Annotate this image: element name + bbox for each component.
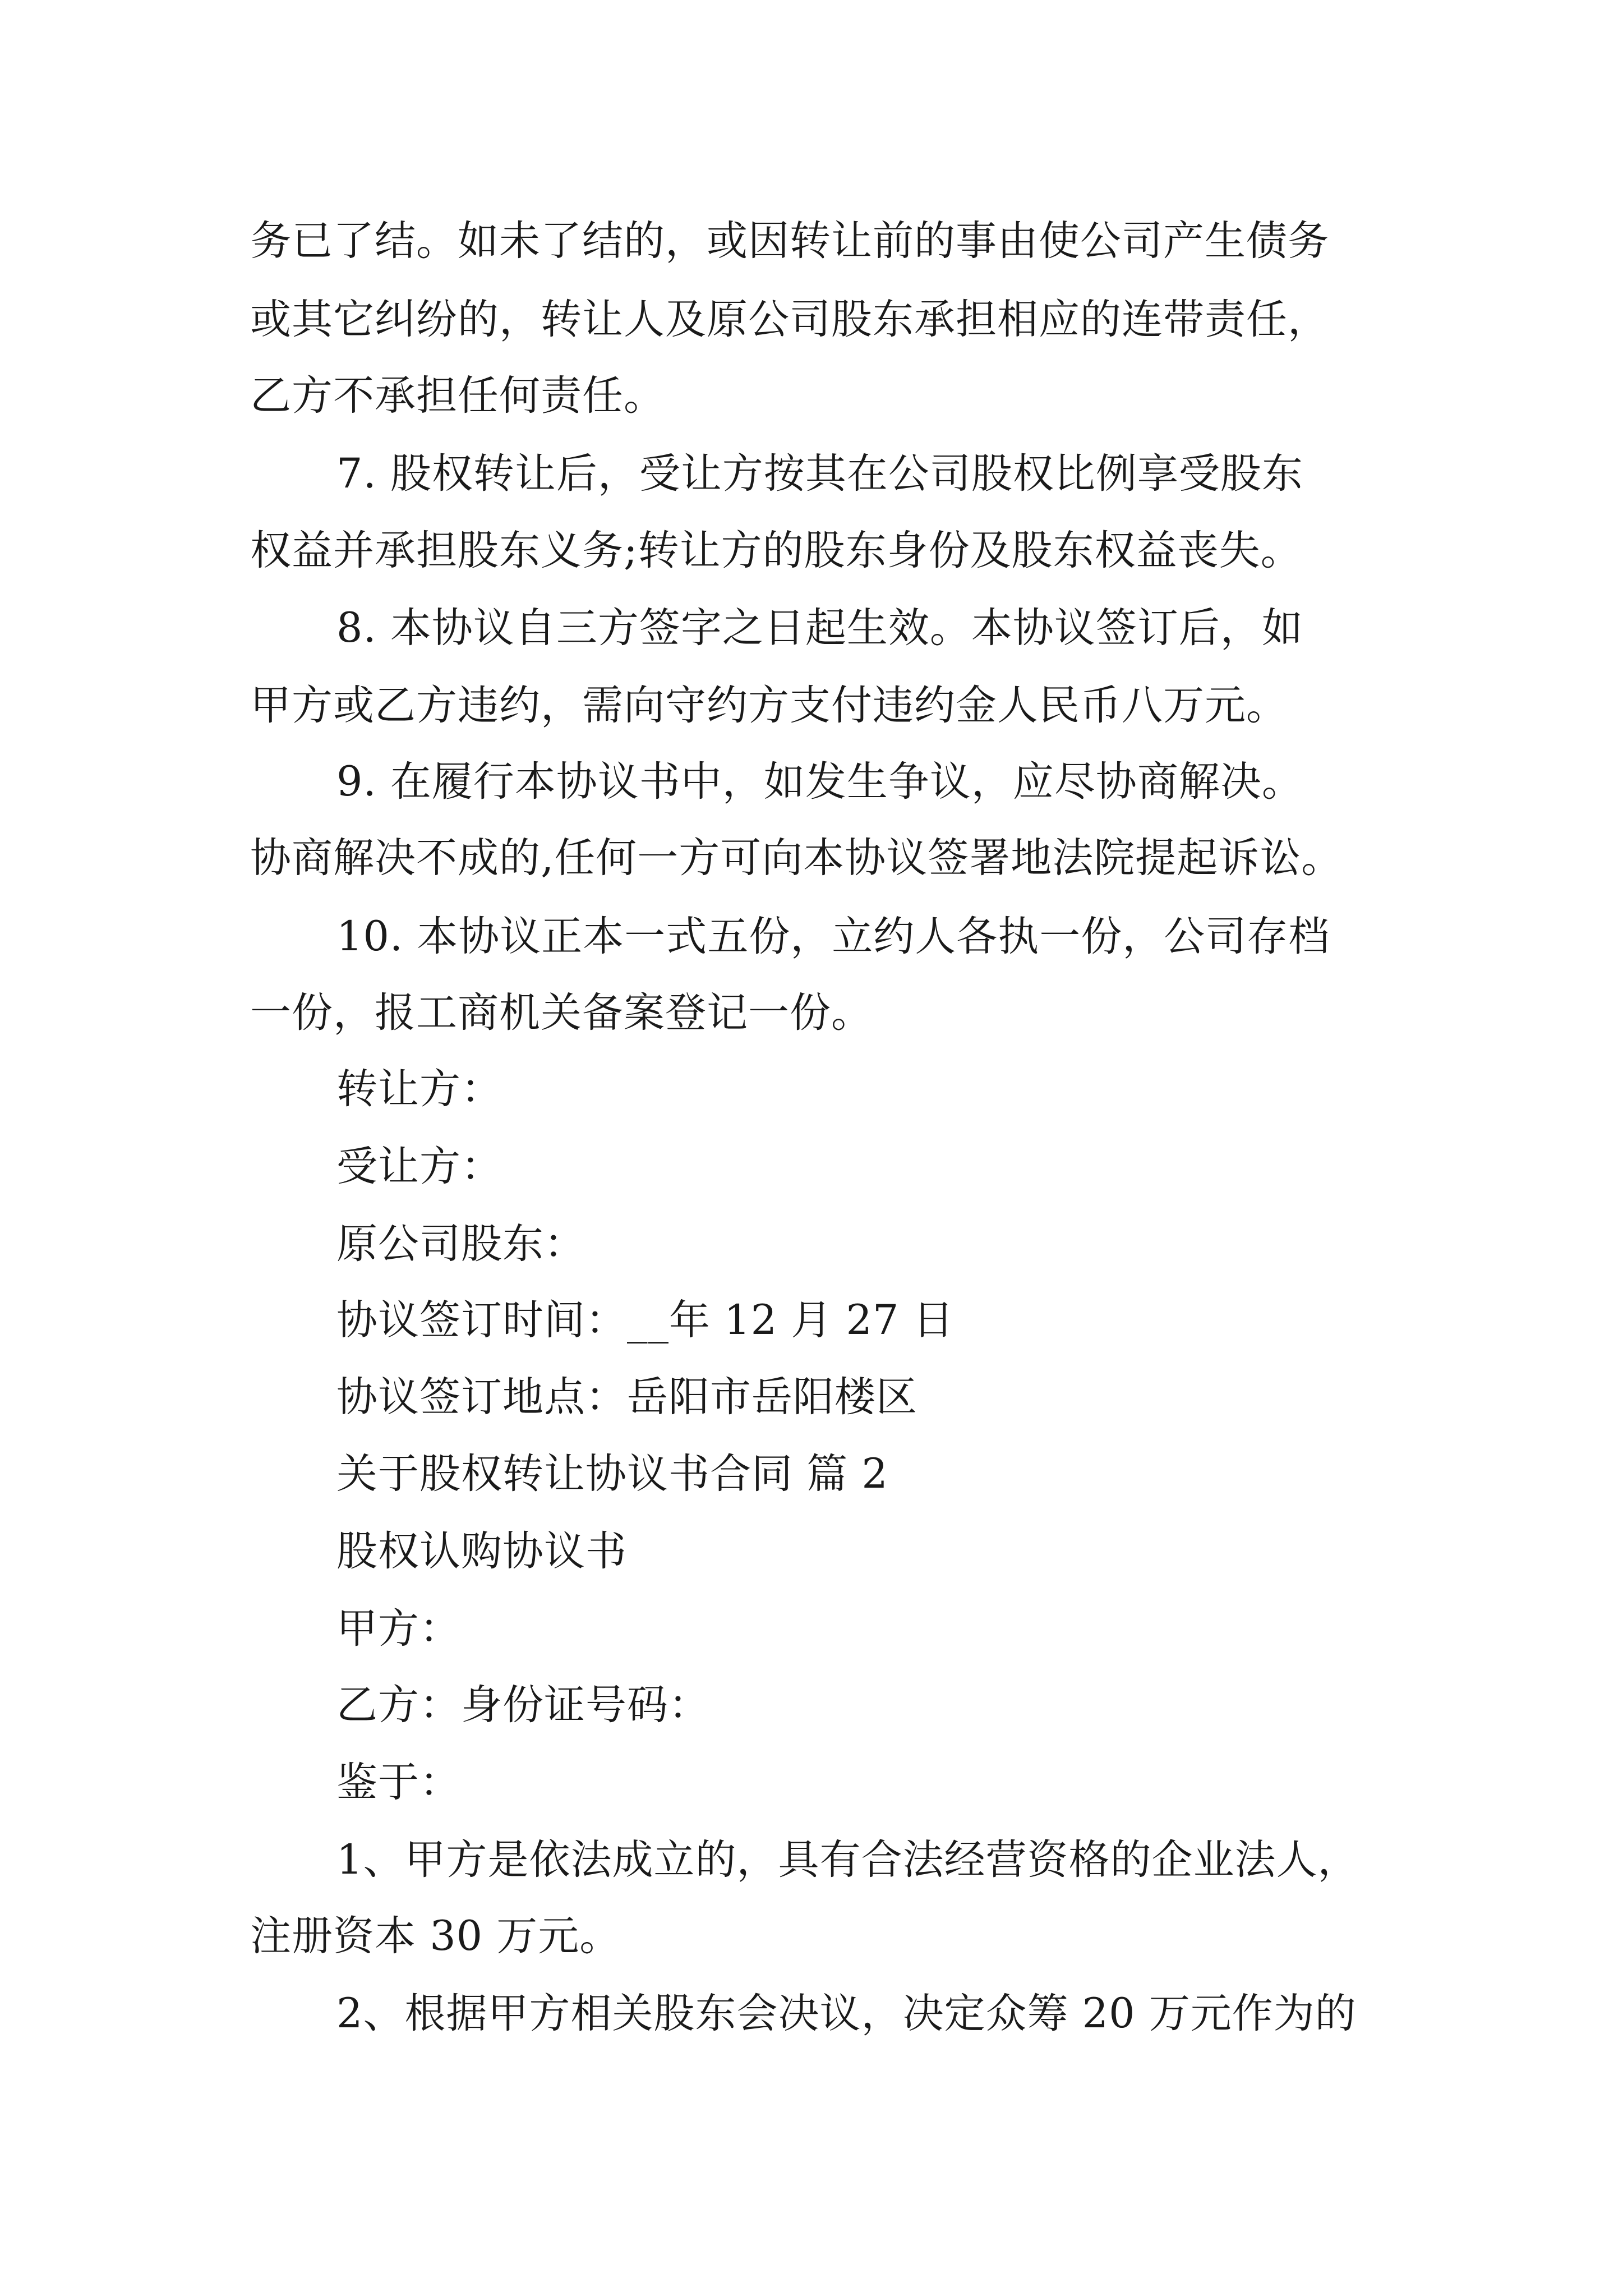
text-line: 2、根据甲方相关股东会决议，决定众筹 20 万元作为的 xyxy=(336,1990,1357,2037)
text-line: 9. 在履行本协议书中，如发生争议，应尽协商解决。 xyxy=(336,758,1303,806)
whereas-label: 鉴于： xyxy=(336,1759,461,1806)
text-line: 7. 股权转让后，受让方按其在公司股权比例享受股东 xyxy=(336,450,1303,498)
signature-label-transferor: 转让方： xyxy=(336,1065,502,1113)
text-line: 一份，报工商机关备案登记一份。 xyxy=(250,989,873,1037)
text-line: 协商解决不成的,任何一方可向本协议签署地法院提起诉讼。 xyxy=(250,834,1343,882)
text-line: 乙方不承担任何责任。 xyxy=(250,372,665,420)
signing-place: 协议签订地点：岳阳市岳阳楼区 xyxy=(336,1373,917,1421)
signing-date: 协议签订时间：__年 12 月 27 日 xyxy=(336,1296,955,1344)
text-line: 1、甲方是依法成立的，具有合法经营资格的企业法人， xyxy=(336,1836,1359,1884)
text-line: 8. 本协议自三方签字之日起生效。本协议签订后，如 xyxy=(336,604,1303,652)
text-line: 10. 本协议正本一式五份，立约人各执一份，公司存档 xyxy=(336,913,1330,960)
party-b-label: 乙方：身份证号码： xyxy=(336,1681,710,1729)
section-heading: 关于股权转让协议书合同 篇 2 xyxy=(336,1450,888,1498)
text-line: 甲方或乙方违约，需向守约方支付违约金人民币八万元。 xyxy=(250,682,1288,729)
text-line: 权益并承担股东义务;转让方的股东身份及股东权益丧失。 xyxy=(250,527,1302,574)
document-title: 股权认购协议书 xyxy=(336,1527,627,1575)
text-line: 或其它纠纷的，转让人及原公司股东承担相应的连带责任， xyxy=(250,296,1329,343)
text-line: 务已了结。如未了结的，或因转让前的事由使公司产生债务 xyxy=(250,217,1329,265)
party-a-label: 甲方： xyxy=(336,1605,461,1653)
text-line: 注册资本 30 万元。 xyxy=(250,1912,621,1960)
signature-label-transferee: 受让方： xyxy=(336,1143,502,1190)
signature-label-shareholder: 原公司股东： xyxy=(336,1220,585,1268)
